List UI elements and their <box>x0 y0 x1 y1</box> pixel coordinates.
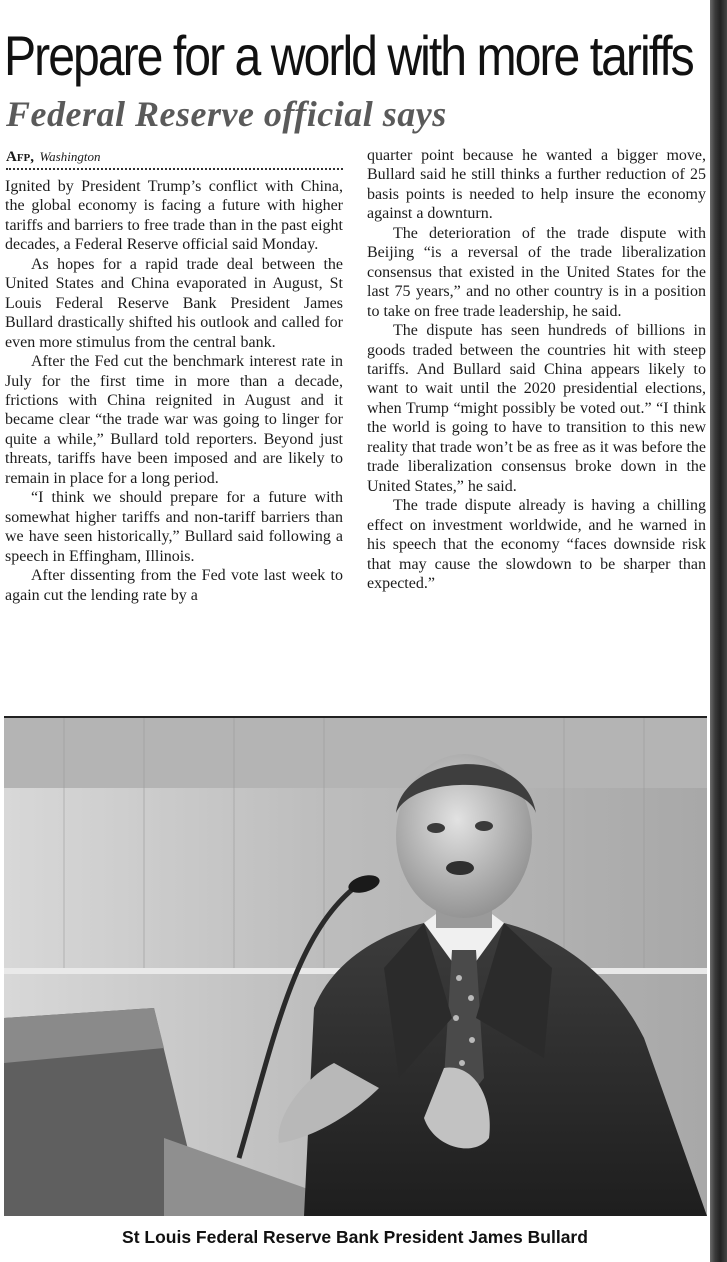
byline-agency: Afp, <box>6 149 35 165</box>
byline-place: Washington <box>39 149 101 164</box>
article-paragraph: After the Fed cut the benchmark interest rate in July for the first time in more than a decade, frictions with China reignited in August and it became clear “the trade war was going to linger for quite a while,” Bullard told reporters. Beyond just threats, tariffs have been imposed and are likely to remain in place for a long period. <box>5 353 343 487</box>
article-paragraph: quarter point because he wanted a bigger move, Bullard said he still thinks a further reduction of 25 basis points is needed to help insure the economy against a downturn. <box>367 147 706 223</box>
article-paragraph: “I think we should prepare for a future with somewhat higher tariffs and non-tariff barriers than we have seen historically,” Bullard said following a speech in Effingham, Illinois. <box>5 489 343 565</box>
article-paragraph: The dispute has seen hundreds of billions in goods traded between the countries hit with steep tariffs. And Bullard said China appears likely to want to wait until the 2020 presidential elections, when Trump “might possibly be voted out.” “I think the world is going to have to transition to this new reality that trade won’t be as free as it was before the trade liberalization consensus broke down in the United States,” he said. <box>367 322 706 495</box>
byline-divider <box>6 168 343 170</box>
article-column-left <box>5 177 343 605</box>
article-paragraph: Ignited by President Trump’s conflict with China, the global economy is facing a future with higher tariffs and barriers to free trade than in the past eight decades, a Federal Reserve official said Monday. <box>5 178 343 254</box>
photo-caption: St Louis Federal Reserve Bank President James Bullard <box>122 1227 588 1247</box>
subheadline: Federal Reserve official says <box>6 94 447 134</box>
article-paragraph: The trade dispute already is having a chilling effect on investment worldwide, and he warned in his speech that the economy “faces downside risk that may cause the slowdown to be sharper than expected.” <box>367 497 706 592</box>
byline <box>6 148 100 167</box>
article-paragraph: After dissenting from the Fed vote last week to again cut the lending rate by a <box>5 567 343 604</box>
article-photo <box>4 716 707 1216</box>
page-binding-edge <box>710 0 727 1262</box>
speaker-photo-illustration <box>4 718 707 1216</box>
headline: Prepare for a world with more tariffs <box>4 24 693 87</box>
article-paragraph: As hopes for a rapid trade deal between the United States and China evaporated in August, St Louis Federal Reserve Bank President James Bullard drastically shifted his outlook and called for even more stimulus from the central bank. <box>5 255 343 351</box>
article-paragraph: The deterioration of the trade dispute with Beijing “is a reversal of the trade liberalization consensus that existed in the United States for the last 75 years,” and no other country is in a position to take on free trade leadership, he said. <box>367 224 706 320</box>
article-column-right <box>367 146 706 593</box>
